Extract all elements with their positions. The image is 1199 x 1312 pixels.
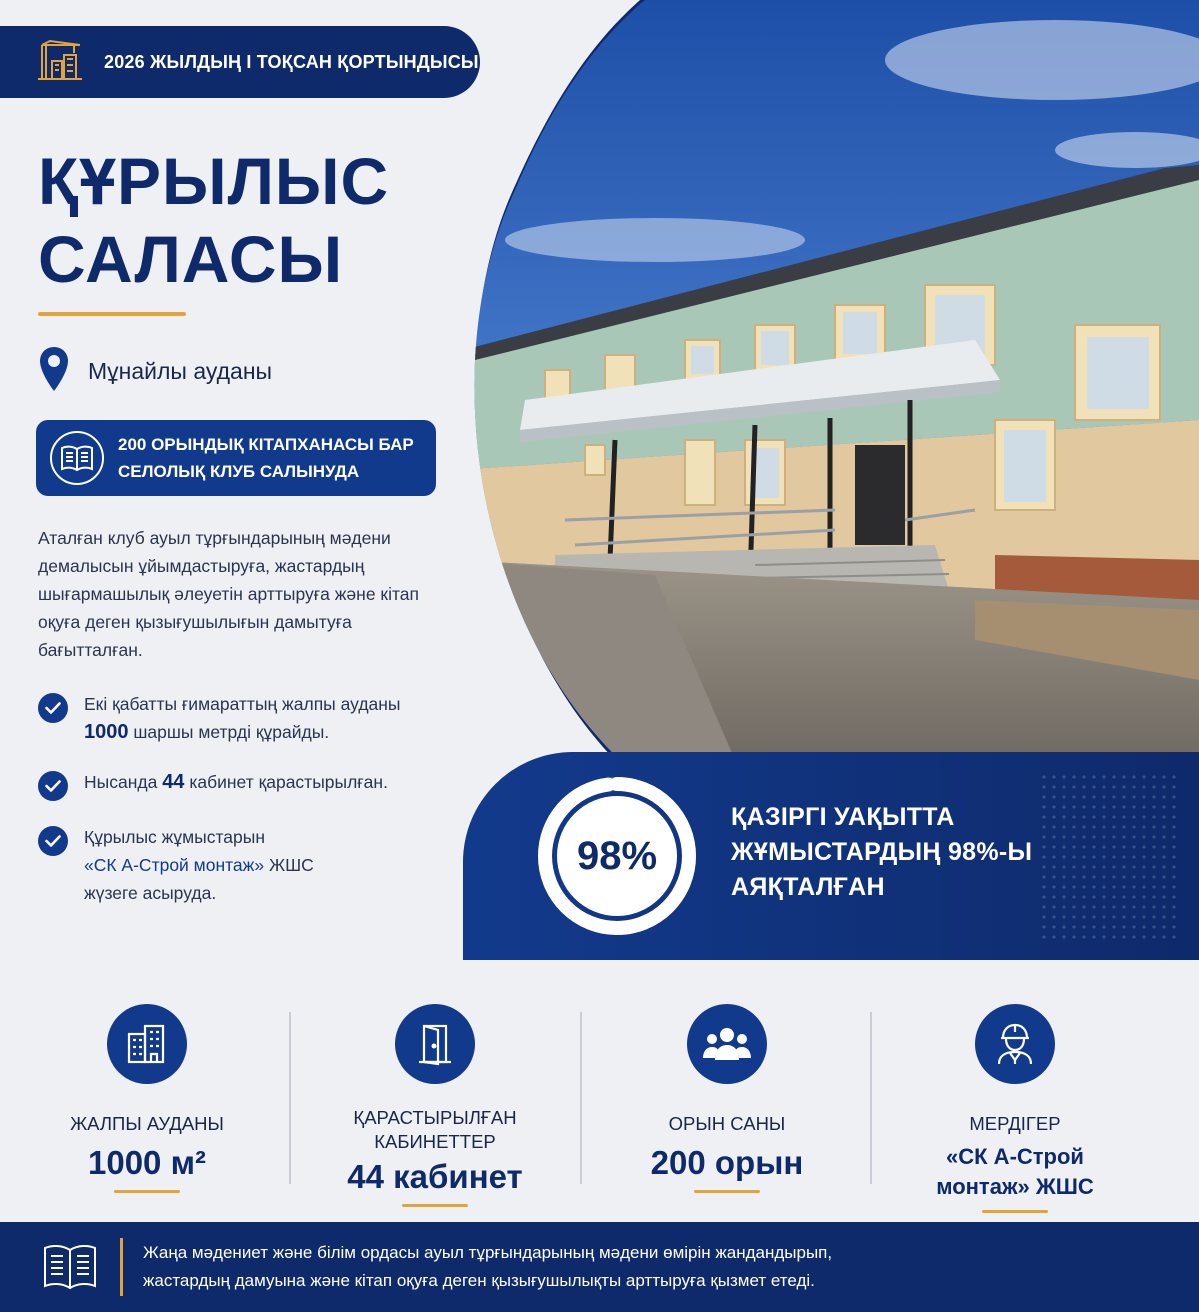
stat-rooms-label-2: КАБИНЕТТЕР [374, 1131, 496, 1152]
building-icon [107, 1004, 187, 1084]
map-pin-icon [38, 345, 70, 398]
stat-underline [402, 1204, 468, 1207]
fact-rooms-unit: кабинет қарастырылған. [189, 772, 388, 792]
facts-list [38, 690, 458, 929]
stat-contractor-value [936, 1142, 1094, 1202]
book-icon [50, 431, 104, 485]
stat-seats [582, 982, 872, 1218]
page-title [38, 142, 389, 298]
check-icon [38, 826, 68, 856]
footer [0, 1222, 1199, 1312]
door-icon [395, 1004, 475, 1084]
crane-icon [36, 39, 84, 86]
footer-accent-bar [120, 1238, 123, 1296]
period-banner [0, 26, 480, 98]
stat-contractor-value-2: монтаж» ЖШС [936, 1174, 1094, 1199]
location [38, 345, 272, 398]
list-item [38, 690, 458, 746]
list-item [38, 823, 458, 907]
progress-line-3: АЯҚТАЛҒАН [731, 873, 885, 901]
list-item [38, 768, 458, 801]
stat-area-value: 1000 м² [88, 1144, 206, 1181]
progress-line-1: ҚАЗІРГІ УАҚЫТТА [731, 803, 955, 831]
stat-contractor-value-1: «СК А-Строй [946, 1144, 1084, 1169]
progress-panel [463, 752, 1199, 960]
footer-line-2: жастардың дамуына және кітап оқуға деген қызығушылықты арттыруға қызмет етеді. [143, 1271, 815, 1290]
fact-rooms-text: Нысанда [84, 772, 158, 792]
stat-underline [982, 1210, 1048, 1213]
title-line-2: САЛАСЫ [38, 222, 344, 296]
stat-seats-label: ОРЫН САНЫ [668, 1113, 786, 1134]
fact-contractor-name: «СК А-Строй монтаж» [84, 855, 265, 875]
people-icon [687, 1004, 767, 1084]
open-book-icon [42, 1242, 98, 1292]
fact-area-text: Екі қабатты ғимараттың жалпы ауданы [84, 694, 401, 714]
building-photo [455, 0, 1199, 760]
progress-ring [535, 774, 699, 938]
stat-underline [694, 1190, 760, 1193]
stat-rooms [290, 982, 580, 1218]
fact-area-number: 1000 [84, 721, 129, 743]
fact-contractor-text: Құрылыс жұмыстарын [84, 827, 265, 847]
location-text: Мұнайлы ауданы [88, 358, 273, 384]
dot-pattern [1039, 772, 1179, 942]
stat-rooms-label-1: ҚАРАСТЫРЫЛҒАН [353, 1107, 517, 1128]
stat-rooms-label [353, 1106, 516, 1154]
fact-contractor-end: жүзеге асыруда. [84, 883, 217, 903]
worker-icon [975, 1004, 1055, 1084]
check-icon [38, 771, 68, 801]
stat-area [2, 982, 292, 1218]
stat-contractor [870, 982, 1160, 1218]
title-underline [38, 312, 186, 316]
check-icon [38, 693, 68, 723]
stat-seats-value: 200 орын [650, 1144, 804, 1181]
progress-line-2: ЖҰМЫСТАРДЫҢ 98%-Ы [731, 838, 1033, 866]
footer-line-1: Жаңа мәдениет және білім ордасы ауыл тұрғындарының мәдени өмірін жандандырып, [143, 1243, 833, 1262]
highlight-line-1: 200 ОРЫНДЫҚ КІТАПХАНАСЫ БАР [118, 435, 414, 454]
highlight-box [36, 420, 436, 496]
fact-rooms-number: 44 [162, 771, 185, 793]
progress-value: 98% [576, 833, 658, 878]
stat-area-label: ЖАЛПЫ АУДАНЫ [70, 1113, 224, 1134]
description: Аталған клуб ауыл тұрғындарының мәдени демалысын ұйымдастыруға, жастардың шығармашылық әлеуетін арттыруға және кітап оқуға деген қызығушылығын дамытуға бағытталған. [38, 528, 419, 660]
banner-text: 2026 ЖЫЛДЫҢ I ТОҚСАН ҚОРТЫНДЫСЫ [104, 51, 479, 72]
stat-rooms-value: 44 кабинет [347, 1158, 523, 1195]
fact-contractor-type: ЖШС [268, 855, 314, 875]
title-line-1: ҚҰРЫЛЫС [38, 144, 390, 218]
stat-contractor-label: МЕРДІГЕР [969, 1113, 1061, 1134]
highlight-line-2: СЕЛОЛЫҚ КЛУБ САЛЫНУДА [118, 462, 360, 481]
stats-band [0, 982, 1199, 1218]
fact-area-unit: шаршы метрді құрайды. [133, 722, 330, 742]
stat-underline [114, 1190, 180, 1193]
